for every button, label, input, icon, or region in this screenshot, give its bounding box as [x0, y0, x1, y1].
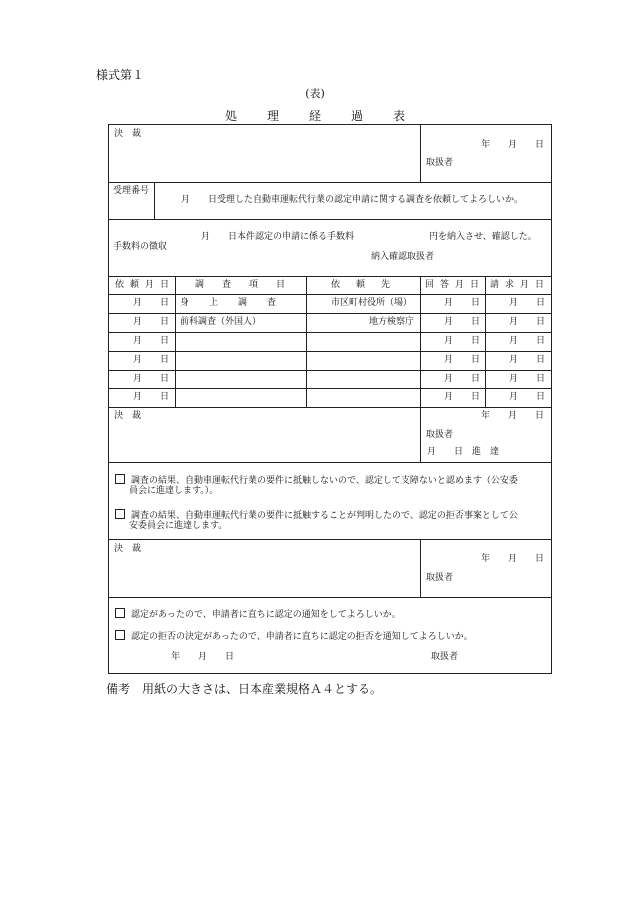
checkbox[interactable]: [115, 509, 125, 519]
reception-number-label: 受理番号: [113, 186, 150, 196]
item-cell: 前科調査（外国人）: [180, 317, 262, 327]
request-date-cell: 月 日: [133, 355, 170, 365]
answer-date-cell: 月 日: [444, 336, 481, 346]
handler-label: 取扱者: [426, 158, 454, 168]
date-field: 年 月 日: [481, 554, 545, 564]
divider: [109, 407, 551, 408]
answer-date-cell: 月 日: [444, 298, 481, 308]
page-title: 処理経過表: [224, 109, 435, 123]
result-option-approve-cont: 員会に進達します。）。: [129, 486, 219, 496]
remark-note: 備考 用紙の大きさは、日本産業規格Ａ４とする。: [106, 682, 383, 696]
claim-date-cell: 月 日: [509, 298, 546, 308]
request-date-cell: 月 日: [133, 374, 170, 384]
claim-date-cell: 月 日: [509, 392, 546, 402]
form-number-label: 様式第１: [96, 68, 145, 82]
notify-date-field: 年 月 日: [171, 652, 235, 662]
decision-label: 決 裁: [114, 129, 142, 139]
divider: [154, 182, 155, 219]
decision-label: 決 裁: [114, 544, 142, 554]
fee-handler-label: 納入確認取扱者: [371, 252, 435, 262]
date-field: 年 月 日: [481, 140, 545, 150]
result-option-approve: 調査の結果、自動車運転代行業の要件に抵触しないので、認定して支障ないと認めます（公安委: [115, 474, 518, 486]
divider: [109, 597, 551, 598]
divider: [109, 539, 551, 540]
column-header: 回答月日: [425, 280, 486, 290]
forward-date-field: 月 日 進 達: [427, 447, 500, 457]
front-side-label: (表): [305, 87, 325, 100]
claim-date-cell: 月 日: [509, 336, 546, 346]
column-header: 依頼先: [331, 280, 407, 290]
destination-cell: 地方検察庁: [369, 317, 415, 327]
request-date-cell: 月 日: [133, 392, 170, 402]
divider: [109, 182, 551, 183]
column-header: 調査項目: [195, 280, 304, 290]
divider: [109, 219, 551, 220]
item-cell: 身上調査: [180, 298, 297, 308]
answer-date-cell: 月 日: [444, 317, 481, 327]
decision-label: 決 裁: [114, 411, 142, 421]
result-option-refuse: 調査の結果、自動車運転代行業の要件に抵触することが判明したので、認定の拒否事案として公: [115, 509, 518, 521]
column-header: 依頼月日: [115, 280, 176, 290]
handler-label: 取扱者: [431, 652, 459, 662]
request-date-cell: 月 日: [133, 298, 170, 308]
handler-label: 取扱者: [426, 573, 454, 583]
divider: [485, 276, 486, 407]
request-date-cell: 月 日: [133, 336, 170, 346]
claim-date-cell: 月 日: [509, 374, 546, 384]
destination-cell: 市区町村役所（場）: [331, 298, 413, 308]
divider: [420, 407, 421, 462]
checkbox[interactable]: [115, 608, 125, 618]
divider: [420, 276, 421, 407]
reception-text: 月 日受理した自動車運転代行業の認定申請に関する調査を依頼してよろしいか。: [181, 195, 524, 205]
divider: [175, 276, 176, 407]
date-field: 年 月 日: [481, 411, 545, 421]
column-header: 請求月日: [490, 280, 551, 290]
result-option-refuse-cont: 安委員会に進達します。: [129, 521, 228, 531]
handler-label: 取扱者: [426, 430, 454, 440]
notify-option-refuse: 認定の拒否の決定があったので、申請者に直ちに認定の拒否を通知してよろしいか。: [115, 630, 473, 642]
divider: [420, 125, 421, 182]
fee-amount-text: 円を納入させ、確認した。: [429, 232, 537, 242]
answer-date-cell: 月 日: [444, 374, 481, 384]
answer-date-cell: 月 日: [444, 392, 481, 402]
claim-date-cell: 月 日: [509, 317, 546, 327]
claim-date-cell: 月 日: [509, 355, 546, 365]
divider: [420, 539, 421, 597]
fee-label: 手数料の徴収: [113, 242, 168, 252]
answer-date-cell: 月 日: [444, 355, 481, 365]
notify-option-approve: 認定があったので、申請者に直ちに認定の通知をしてよろしいか。: [115, 608, 401, 620]
divider: [306, 276, 307, 407]
divider: [109, 462, 551, 463]
processing-record-table: [108, 124, 552, 674]
fee-text: 月 日本件認定の申請に係る手数料: [201, 232, 355, 242]
request-date-cell: 月 日: [133, 317, 170, 327]
checkbox[interactable]: [115, 630, 125, 640]
checkbox[interactable]: [115, 474, 125, 484]
